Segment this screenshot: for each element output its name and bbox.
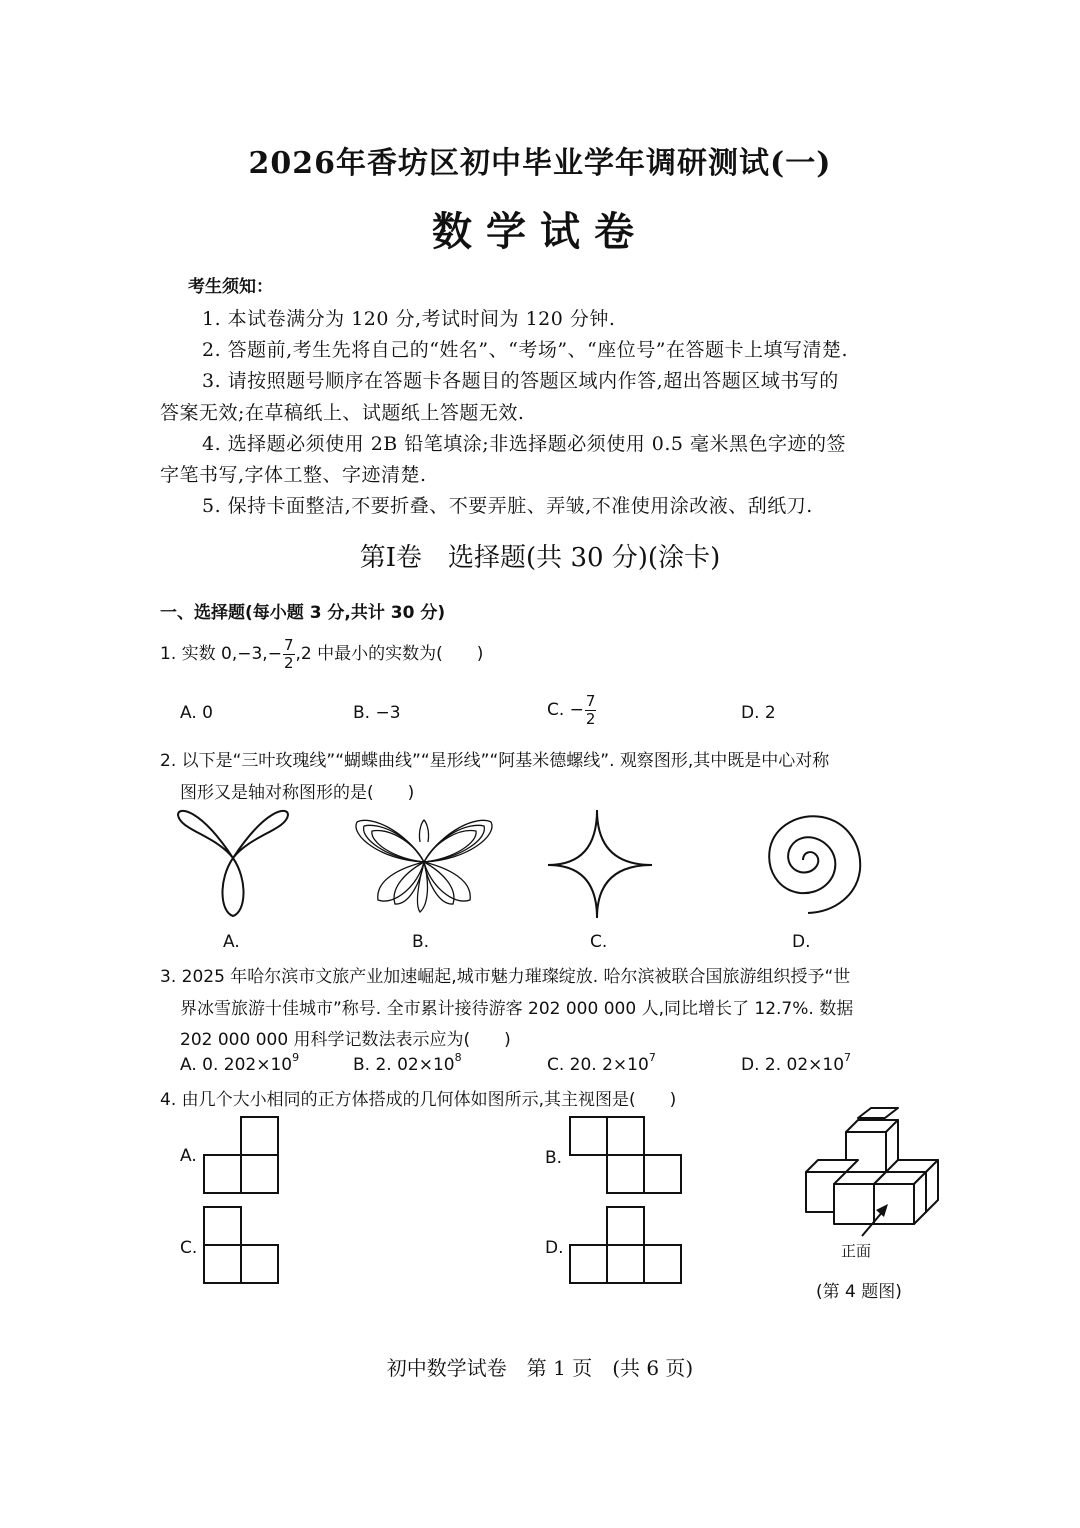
archimedean-spiral-figure — [769, 816, 860, 913]
q2-line-1: 2. 以下是“三叶玫瑰线”“蝴蝶曲线”“星形线”“阿基米德螺线”. 观察图形,其中既是中心对称 — [160, 751, 830, 771]
notice-line-5: 5. 保持卡面整洁,不要折叠、不要弄脏、弄皱,不准使用涂改液、刮纸刀. — [202, 495, 813, 517]
q4-label-c: C. — [180, 1238, 198, 1258]
q3-option-a-text: A. 0. 202×10 — [180, 1055, 293, 1075]
q1-frac-num: 7 — [283, 635, 294, 654]
q4-option-a-figure — [204, 1117, 278, 1193]
q4-front-label: 正面 — [841, 1242, 872, 1260]
astroid-figure — [548, 810, 652, 918]
notice-line-3b: 答案无效;在草稿纸上、试题纸上答题无效. — [160, 402, 525, 424]
notice-line-1: 1. 本试卷满分为 120 分,考试时间为 120 分钟. — [202, 308, 616, 330]
exam-subject: 数学试卷 — [432, 208, 648, 255]
part-title: 一、选择题(每小题 3 分,共计 30 分) — [160, 603, 446, 623]
q1-option-c-prefix: C. − — [547, 700, 584, 720]
q2-label-b: B. — [412, 932, 430, 952]
q1-option-b: B. −3 — [353, 703, 401, 723]
butterfly-curve-figure — [356, 820, 492, 912]
notice-heading: 考生须知： — [188, 277, 273, 297]
q3-line-1: 3. 2025 年哈尔滨市文旅产业加速崛起,城市魅力璀璨绽放. 哈尔滨被联合国旅游组织授予“世 — [160, 967, 851, 987]
q4-label-b: B. — [545, 1148, 563, 1168]
q2-label-d: D. — [792, 932, 811, 952]
q3-option-c-exp: 7 — [648, 1051, 656, 1064]
q2-label-a: A. — [223, 932, 240, 952]
q3-option-b — [353, 1051, 462, 1075]
three-leaf-rose-figure — [178, 811, 288, 916]
q3-option-c — [547, 1051, 656, 1075]
notice-line-4b: 字笔书写,字体工整、字迹清楚. — [160, 464, 427, 486]
q3-option-b-text: B. 2. 02×10 — [353, 1055, 455, 1075]
q4-option-c-figure — [204, 1207, 278, 1283]
q1-option-d: D. 2 — [741, 703, 776, 723]
q1-option-c-num: 7 — [585, 691, 596, 710]
q1-frac-den: 2 — [283, 653, 294, 672]
page-footer: 初中数学试卷 第 1 页 (共 6 页) — [386, 1356, 694, 1380]
q4-cube-figure — [806, 1108, 938, 1224]
q2-line-2: 图形又是轴对称图形的是( ) — [180, 783, 415, 803]
q4-label-a: A. — [180, 1146, 197, 1166]
q4-label-d: D. — [545, 1238, 564, 1258]
section-title: 第Ⅰ卷 选择题(共 30 分)(涂卡) — [359, 543, 721, 573]
q1-option-c-den: 2 — [585, 709, 596, 728]
q3-option-d-text: D. 2. 02×10 — [741, 1055, 845, 1075]
notice-line-3: 3. 请按照题号顺序在答题卡各题目的答题区域内作答,超出答题区域书写的 — [202, 370, 839, 392]
q4-option-d-figure — [570, 1207, 681, 1283]
notice-line-4: 4. 选择题必须使用 2B 铅笔填涂;非选择题必须使用 0.5 毫米黑色字迹的签 — [202, 433, 846, 455]
q3-option-a — [180, 1051, 300, 1075]
q4-option-b-figure — [570, 1117, 681, 1193]
notice-line-2: 2. 答题前,考生先将自己的“姓名”、“考场”、“座位号”在答题卡上填写清楚. — [202, 339, 849, 361]
q1-option-a: A. 0 — [180, 703, 213, 723]
q3-option-c-text: C. 20. 2×10 — [547, 1055, 649, 1075]
q3-option-b-exp: 8 — [454, 1051, 462, 1064]
q1-stem-b: ,2 中最小的实数为( ) — [295, 644, 484, 664]
q3-option-d — [741, 1051, 852, 1075]
q1-stem-a: 1. 实数 0,−3,− — [160, 644, 282, 664]
q3-option-a-exp: 9 — [292, 1051, 300, 1064]
q3-line-2: 界冰雪旅游十佳城市”称号. 全市累计接待游客 202 000 000 人,同比增长了 12.7%. 数据 — [180, 999, 854, 1019]
q4-stem: 4. 由几个大小相同的正方体搭成的几何体如图所示,其主视图是( ) — [160, 1090, 677, 1110]
q3-option-d-exp: 7 — [844, 1051, 852, 1064]
q4-caption: (第 4 题图) — [816, 1282, 902, 1302]
q3-line-3: 202 000 000 用科学记数法表示应为( ) — [180, 1030, 511, 1050]
q2-label-c: C. — [590, 932, 608, 952]
exam-title: 2026年香坊区初中毕业学年调研测试(一) — [248, 146, 832, 181]
